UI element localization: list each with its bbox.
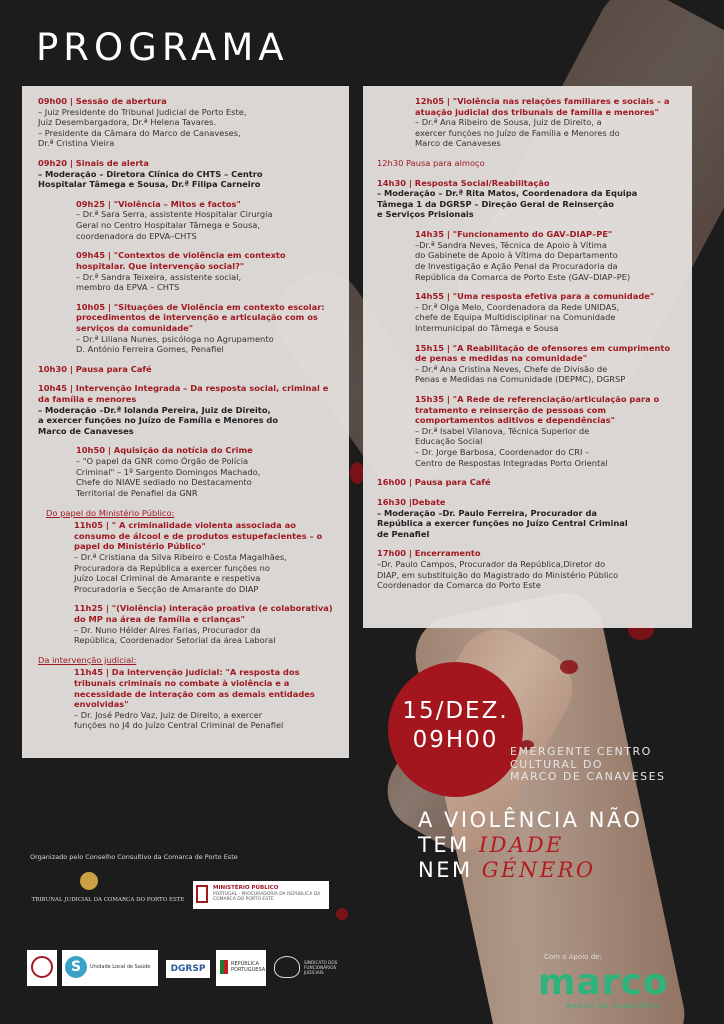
- schedule-detail: Marco de Canaveses: [415, 138, 501, 149]
- schedule-detail: Tâmega 1 da DGRSP – Direção Geral de Reinserção: [377, 198, 614, 209]
- schedule-detail: Coordenador da Comarca do Porto Este: [377, 580, 541, 591]
- schedule-detail: Procuradoria e Secção de Amarante do DIAP: [74, 583, 259, 594]
- schedule-time-title: 11h25 | "(Violência) interação proativa (e colaborativa) do MP na área de família e crianças": [74, 603, 333, 624]
- schedule-item: [377, 96, 680, 149]
- uls-icon: S: [65, 956, 87, 978]
- emblem-icon: [274, 956, 300, 978]
- schedule-item: [377, 497, 680, 539]
- schedule-time-title: 16h00 | Pausa para Café: [377, 477, 491, 488]
- flag-icon: [220, 960, 228, 974]
- schedule-item: [38, 364, 337, 375]
- mp-mark-icon: [196, 885, 208, 903]
- schedule-detail: Criminal" – 1º Sargento Domingos Machado,: [76, 466, 261, 477]
- program-right-panel: [363, 86, 692, 628]
- schedule-time-title: 15h35 | "A Rede de referenciação/articulação para o tratamento e reinserção de pessoas com comportamentos aditivos e dependências": [415, 394, 660, 426]
- schedule-detail: Intermunicipal do Tâmega e Sousa: [415, 322, 559, 333]
- slogan-highlight: GÉNERO: [481, 857, 596, 882]
- schedule-time-title: 11h45 | Da intervenção judicial: "A resposta dos tribunais criminais no combate à violência e a necessidade de interação com as demais entidades envolvidas": [74, 667, 315, 710]
- schedule-detail: Hospitalar Tâmega e Sousa, Dr.ª Filipa Carneiro: [38, 179, 261, 190]
- schedule-time-title: 12h05 | "Violência nas relações familiares e sociais – a atuação judicial dos tribunais de família e menores": [415, 96, 670, 117]
- schedule-detail: Marco de Canaveses: [38, 425, 134, 436]
- sponsor-logo: [272, 950, 354, 986]
- venue-line: MARCO DE CANAVESES: [510, 770, 666, 784]
- schedule-item: [38, 302, 337, 355]
- sponsor-name: SINDICATO DOS FUNCIONÁRIOS JUDICIAIS: [304, 960, 338, 975]
- page-title: PROGRAMA: [36, 26, 289, 69]
- schedule-detail: – "O papel da GNR como Órgão de Polícia: [76, 456, 249, 467]
- event-venue: [510, 746, 710, 784]
- schedule-time-title: 10h30 | Pausa para Café: [38, 363, 152, 374]
- schedule-time-title: 11h05 | " A criminalidade violenta associada ao consumo de álcool e de produtos estupefacientes – o papel do Ministério Público": [74, 520, 323, 552]
- schedule-item: [377, 343, 680, 385]
- mp-subtitle: PORTUGAL · PROCURADORIA DA REPÚBLICA DA COMARCA DO PORTO ESTE: [213, 892, 321, 902]
- schedule-item: [38, 520, 337, 594]
- slogan-highlight: IDADE: [478, 832, 564, 857]
- schedule-detail: – Dr.ª Liliana Nunes, psicóloga no Agrupamento: [76, 333, 274, 344]
- schedule-detail: coordenadora do EPVA–CHTS: [76, 230, 197, 241]
- schedule-time-title: 17h00 | Encerramento: [377, 548, 481, 559]
- marco-subtitle: MARCO DE CANAVESES: [566, 1002, 660, 1010]
- schedule-time-title: 09h00 | Sessão de abertura: [38, 96, 167, 106]
- schedule-detail: – Dr.ª Ana Ribeiro de Sousa, Juiz de Direito, a: [415, 117, 602, 128]
- schedule-item: [377, 178, 680, 220]
- schedule-list: [38, 96, 337, 499]
- schedule-detail: – Dr.ª Olga Melo, Coordenadora da Rede UNIDAS,: [415, 301, 620, 312]
- schedule-detail: República, Coordenador Setorial da área Laboral: [74, 635, 276, 646]
- blood-splatter: [350, 462, 364, 484]
- schedule-detail: – Dr.ª Sandra Teixeira, assistente social,: [76, 271, 242, 282]
- sponsor-logo: [166, 950, 210, 986]
- schedule-detail: República a exercer funções no Juízo Central Criminal: [377, 518, 628, 529]
- schedule-detail: membro da EPVA – CHTS: [76, 282, 180, 293]
- schedule-item: [38, 158, 337, 190]
- program-left-panel: [22, 86, 349, 758]
- schedule-detail: Educação Social: [415, 436, 483, 447]
- schedule-detail: e Serviços Prisionais: [377, 209, 474, 220]
- schedule-detail: – Juiz Presidente do Tribunal Judicial de Porto Este,: [38, 106, 247, 117]
- schedule-list: [38, 667, 337, 731]
- schedule-time-title: 10h45 | Intervenção Integrada – Da resposta social, criminal e da família e menores: [38, 383, 329, 405]
- schedule-time-title: 15h15 | "A Reabilitação de ofensores em cumprimento de penas e medidas na comunidade": [415, 342, 671, 364]
- schedule-detail: – Dr.ª Sara Serra, assistente Hospitalar Cirurgia: [76, 209, 273, 220]
- schedule-detail: Penas e Medidas na Comunidade (DEPMC), DGRSP: [415, 374, 626, 385]
- schedule-item: [38, 96, 337, 149]
- schedule-detail: – Presidente da Câmara do Marco de Canaveses,: [38, 127, 241, 138]
- section-label: Da intervenção judicial:: [38, 654, 137, 665]
- event-time: 09H00: [412, 726, 499, 753]
- event-date: 15/DEZ.: [402, 698, 509, 724]
- schedule-time-title: 14h55 | "Uma resposta efetiva para a comunidade": [415, 291, 655, 302]
- venue-line: EMERGENTE CENTRO: [510, 745, 652, 758]
- schedule-detail: – Dr. Nuno Hélder Aires Farias, Procurador da: [74, 624, 261, 635]
- seal-icon: [31, 956, 53, 978]
- schedule-item: [38, 603, 337, 645]
- slogan-line: [418, 833, 642, 858]
- schedule-detail: exercer funções no Juízo de Família e Menores do: [415, 127, 620, 138]
- schedule-time-title: 14h30 | Resposta Social/Reabilitação: [377, 177, 550, 188]
- slogan: [418, 808, 642, 882]
- section-label: Do papel do Ministério Público:: [46, 507, 175, 518]
- marco-logo: marco: [538, 962, 669, 1003]
- crest-icon: [80, 872, 98, 890]
- slogan-text: TEM: [418, 832, 479, 857]
- schedule-detail: – Dr.ª Cristiana da Silva Ribeiro e Costa Magalhães,: [74, 551, 287, 562]
- blood-splatter: [560, 660, 578, 674]
- schedule-detail: DIAP, em substituição do Magistrado do Ministério Público: [377, 569, 619, 580]
- schedule-detail: Dr.ª Cristina Vieira: [38, 138, 115, 149]
- schedule-detail: chefe de Equipa Multidisciplinar na Comunidade: [415, 312, 616, 323]
- blood-splatter: [336, 908, 348, 920]
- schedule-detail: – Dr. José Pedro Vaz, Juiz de Direito, a exercer: [74, 709, 263, 720]
- schedule-time-title: 16h30 |Debate: [377, 496, 446, 507]
- schedule-detail: –Dr. Paulo Campos, Procurador da República,Diretor do: [377, 558, 606, 569]
- schedule-list: [377, 96, 680, 591]
- schedule-item: [377, 229, 680, 282]
- schedule-time-title: 10h50 | Aquisição da notícia do Crime: [76, 445, 253, 456]
- schedule-detail: D. António Ferreira Gomes, Penafiel: [76, 344, 224, 355]
- tribunal-logo: [28, 872, 188, 906]
- schedule-time-title: 14h35 | "Funcionamento do GAV–DIAP–PE": [415, 229, 613, 240]
- schedule-detail: – Dr.ª Isabel Vilanova, Técnica Superior de: [415, 425, 590, 436]
- schedule-item: [377, 158, 680, 169]
- schedule-detail: República da Comarca de Porto Este (GAV–DIAP–PE): [415, 271, 631, 282]
- schedule-detail: do Gabinete de Apoio à Vítima do Departamento: [415, 250, 618, 261]
- schedule-detail: Procuradora da República a exercer funções no: [74, 562, 270, 573]
- sponsor-name: DGRSP: [166, 960, 210, 978]
- schedule-list: [38, 520, 337, 646]
- schedule-detail: de Investigação e Ação Penal da Procuradoria da: [415, 260, 618, 271]
- organizer-text: Organizado pelo Conselho Consultivo da Comarca de Porto Este: [30, 853, 238, 861]
- schedule-item: [38, 383, 337, 436]
- schedule-item: [377, 477, 680, 488]
- schedule-detail: Centro de Respostas Integradas Porto Oriental: [415, 457, 608, 468]
- schedule-detail: –Dr.ª Sandra Neves, Técnica de Apoio à Vítima: [415, 239, 607, 250]
- schedule-item: [377, 548, 680, 590]
- schedule-item: [38, 667, 337, 731]
- schedule-detail: – Moderação – Diretora Clínica do CHTS – Centro: [38, 168, 263, 179]
- sponsor-logo: [216, 950, 266, 986]
- schedule-detail: funções no J4 do Juízo Central Criminal de Penafiel: [74, 720, 284, 731]
- sponsor-logo: [27, 950, 57, 986]
- venue-line: CULTURAL DO: [510, 757, 604, 771]
- sponsor-logo: [62, 950, 158, 986]
- slogan-line: A VIOLÊNCIA NÃO: [418, 808, 643, 832]
- schedule-time-title: 09h20 | Sinais de alerta: [38, 158, 149, 169]
- support-label: Com o Apoio de:: [544, 953, 602, 961]
- schedule-time-title: 09h45 | "Contextos de violência em contexto hospitalar. Que intervenção social?": [76, 250, 286, 271]
- schedule-detail: – Moderação –Dr. Paulo Ferreira, Procurador da: [377, 507, 598, 518]
- schedule-detail: Territorial de Penafiel da GNR: [76, 487, 198, 498]
- schedule-item: [38, 199, 337, 241]
- schedule-detail: – Dr. Jorge Barbosa, Coordenador do CRI –: [415, 447, 590, 458]
- schedule-detail: – Moderação – Dr.ª Rita Matos, Coordenadora da Equipa: [377, 188, 638, 199]
- slogan-text: NEM: [418, 857, 482, 882]
- schedule-detail: Juízo Local Criminal de Amarante e respetiva: [74, 573, 261, 584]
- ministerio-publico-logo: [193, 881, 329, 909]
- schedule-detail: – Moderação –Dr.ª Iolanda Pereira, Juiz de Direito,: [38, 404, 271, 415]
- sponsor-name: REPÚBLICA PORTUGUESA: [231, 961, 266, 973]
- schedule-detail: Chefe do NIAVE sediado no Destacamento: [76, 477, 252, 488]
- schedule-detail: – Dr.ª Ana Cristina Neves, Chefe de Divisão de: [415, 363, 608, 374]
- sponsor-name: Unidade Local de Saúde: [90, 964, 151, 970]
- schedule-time-title: 09h25 | "Violência – Mitos e factos": [76, 198, 241, 209]
- schedule-item: [38, 250, 337, 292]
- event-date-badge: [388, 662, 523, 797]
- schedule-detail: a exercer funções no Juízo de Família e Menores do: [38, 415, 279, 426]
- slogan-line: [418, 858, 642, 883]
- mp-title: MINISTÉRIO PÚBLICO: [213, 885, 279, 891]
- schedule-item: [38, 445, 337, 498]
- schedule-time-title: 10h05 | "Situações de Violência em contexto escolar: procedimentos de intervenção e articulação com os serviços da comunidade": [76, 301, 325, 333]
- schedule-time-title: 12h30 Pausa para almoço: [377, 158, 485, 169]
- schedule-item: [377, 291, 680, 333]
- schedule-item: [377, 394, 680, 468]
- schedule-detail: Geral no Centro Hospitalar Tâmega e Sousa,: [76, 220, 261, 231]
- schedule-detail: de Penafiel: [377, 528, 430, 539]
- tribunal-name: TRIBUNAL JUDICIAL DA COMARCA DO PORTO ESTE: [31, 897, 185, 903]
- schedule-detail: Juiz Desembargadora, Dr.ª Helena Tavares.: [38, 117, 217, 128]
